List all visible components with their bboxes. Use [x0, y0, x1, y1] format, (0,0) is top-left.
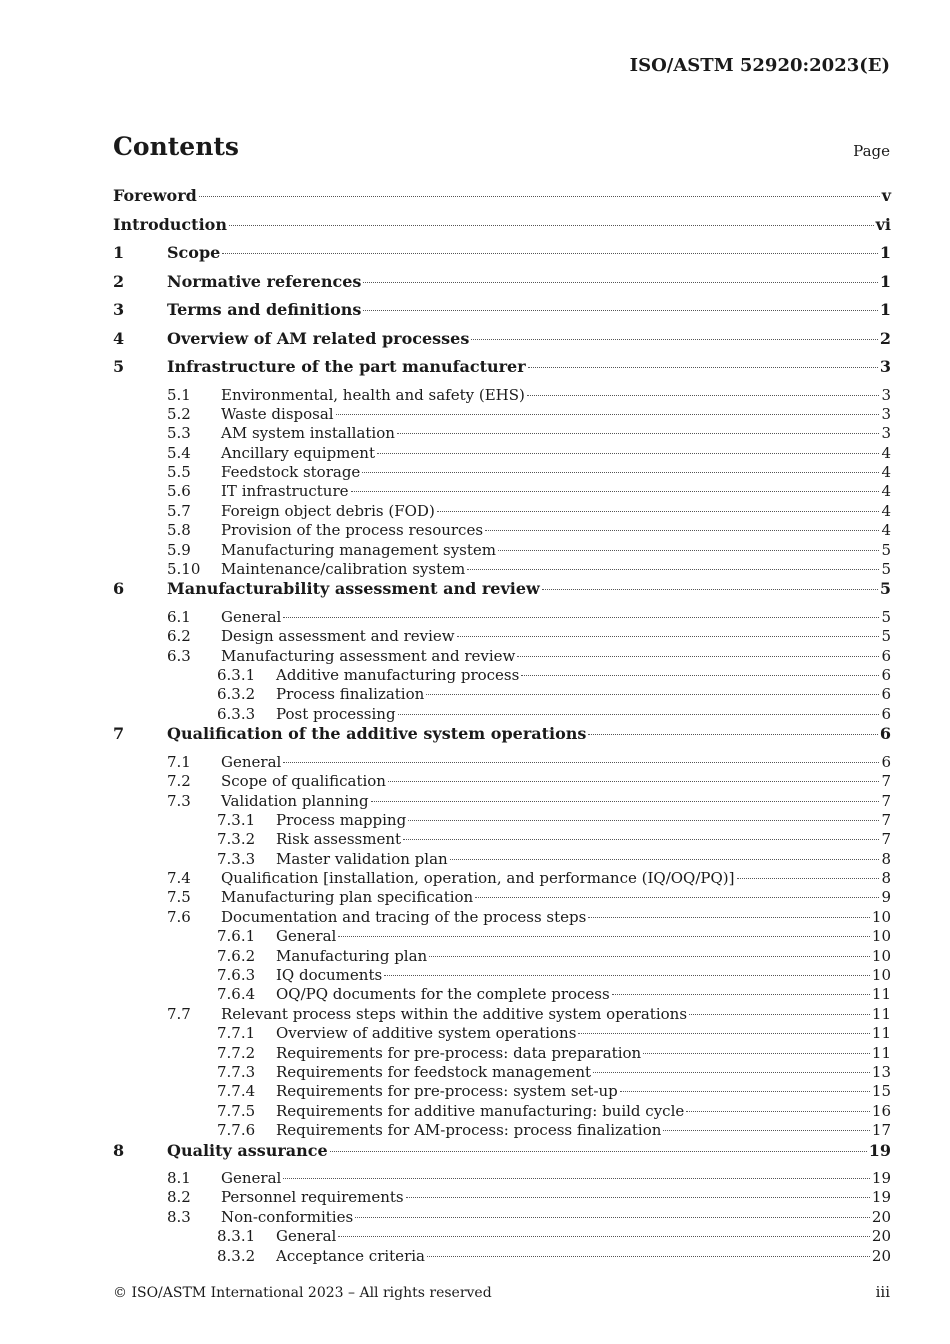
toc-entry-number: 6 [113, 579, 125, 599]
toc-entry-title: Quality assurance [167, 1140, 328, 1160]
dot-leader [351, 491, 880, 492]
toc-entry-number: 8.1 [167, 1169, 191, 1188]
toc-entry[interactable] [113, 772, 891, 791]
toc-entry[interactable] [113, 947, 891, 966]
toc-entry-number: 7.3 [167, 791, 191, 810]
toc-entry-page: 20 [871, 1227, 891, 1246]
toc-entry-number: 7.7.2 [217, 1043, 256, 1062]
toc-entry-title: Process finalization [276, 685, 425, 704]
toc-entry-page: 3 [881, 404, 891, 423]
dot-leader [426, 694, 879, 695]
toc-entry-number: 5.4 [167, 443, 191, 462]
toc-entry[interactable] [113, 869, 891, 888]
toc-entry-page: 6 [881, 752, 891, 771]
toc-entry-page: 1 [879, 271, 891, 291]
toc-entry-title: General [276, 1227, 337, 1246]
toc-entry-title: General [221, 1169, 282, 1188]
toc-entry-number: 6.2 [167, 627, 191, 646]
toc-entry-number: 7.6.3 [217, 966, 256, 985]
toc-entry-page: 1 [879, 243, 891, 262]
toc-entry-number: 7.6.1 [217, 927, 256, 946]
toc-entry-page: 5 [881, 540, 891, 559]
toc-entry-title: Requirements for additive manufacturing: build cycle [276, 1101, 685, 1120]
toc-entry-number: 7.7.5 [217, 1101, 256, 1120]
toc-entry-page: 19 [868, 1140, 891, 1160]
dot-leader [355, 1217, 870, 1218]
toc-entry-number: 6.3.1 [217, 666, 256, 685]
toc-entry-title: Requirements for AM-process: process finalization [276, 1121, 662, 1140]
toc-entry-number: 7.3.2 [217, 830, 256, 849]
toc-entry[interactable] [113, 386, 891, 405]
toc-entry-title: Requirements for pre-process: data preparation [276, 1043, 642, 1062]
table-of-contents [113, 186, 891, 1266]
toc-entry-number: 8.3.1 [217, 1227, 256, 1246]
dot-leader [363, 310, 877, 311]
toc-entry-page: 15 [871, 1082, 891, 1101]
toc-entry-number: 2 [113, 271, 125, 291]
dot-leader [283, 762, 879, 763]
toc-entry[interactable] [113, 300, 891, 329]
toc-entry-title: Manufacturing plan [276, 946, 428, 965]
toc-entry-title: Manufacturing plan specification [221, 888, 474, 907]
toc-entry-number: 5 [113, 357, 125, 376]
toc-entry[interactable] [113, 1024, 891, 1043]
toc-entry[interactable] [113, 811, 891, 830]
toc-entry-title: Master validation plan [276, 849, 448, 868]
dot-leader [498, 550, 879, 551]
toc-entry-page: 1 [879, 300, 891, 319]
toc-entry-title: Normative references [167, 271, 362, 291]
toc-entry-title: Overview of additive system operations [276, 1024, 577, 1043]
toc-entry-page: 4 [881, 443, 891, 462]
toc-entry-title: Introduction [113, 214, 227, 234]
toc-entry[interactable] [113, 927, 891, 946]
document-id: ISO/ASTM 52920:2023(E) [629, 55, 890, 76]
toc-entry-number: 7.7.3 [217, 1063, 256, 1081]
dot-leader [686, 1111, 870, 1112]
toc-entry-title: Manufacturability assessment and review [167, 579, 540, 599]
dot-leader [330, 1151, 867, 1152]
dot-leader [384, 975, 870, 976]
toc-entry-page: v [881, 186, 891, 205]
toc-entry[interactable] [113, 1082, 891, 1101]
toc-entry[interactable] [113, 608, 891, 627]
toc-entry-title: Overview of AM related processes [167, 328, 470, 348]
dot-leader [377, 453, 879, 454]
dot-leader [388, 781, 879, 782]
toc-entry-title: Validation planning [221, 791, 369, 810]
toc-entry-number: 7.7 [167, 1004, 191, 1023]
dot-leader [527, 395, 880, 396]
toc-entry-title: Additive manufacturing process [276, 666, 520, 685]
toc-entry-page: 6 [881, 685, 891, 704]
toc-entry[interactable] [113, 541, 891, 560]
toc-entry-title: Scope of qualification [221, 772, 386, 791]
toc-entry-page: 11 [871, 1004, 891, 1023]
toc-entry[interactable] [113, 444, 891, 463]
dot-leader [199, 196, 880, 197]
dot-leader [450, 859, 880, 860]
toc-entry-page: 6 [881, 666, 891, 685]
toc-entry-title: Post processing [276, 704, 396, 723]
dot-leader [338, 1236, 870, 1237]
dot-leader [283, 617, 879, 618]
toc-entry-title: Process mapping [276, 810, 407, 829]
toc-entry-page: 10 [871, 946, 891, 965]
toc-entry-number: 8.3 [167, 1207, 191, 1226]
dot-leader [397, 433, 880, 434]
toc-entry-page: 10 [871, 927, 891, 946]
toc-entry[interactable] [113, 1063, 891, 1082]
toc-entry-number: 7.2 [167, 772, 191, 791]
toc-entry[interactable] [113, 502, 891, 521]
dot-leader [517, 656, 879, 657]
toc-entry-page: 4 [881, 463, 891, 482]
toc-entry[interactable] [113, 215, 891, 244]
toc-entry-page: 6 [881, 646, 891, 665]
toc-entry-title: Foreword [113, 186, 197, 205]
toc-entry-page: 16 [871, 1101, 891, 1120]
toc-entry-page: 7 [881, 791, 891, 810]
toc-entry-page: 6 [879, 724, 891, 744]
toc-entry-number: 7 [113, 724, 125, 744]
toc-entry-number: 6.3.2 [217, 685, 256, 704]
toc-entry-title: Qualification [installation, operation, and performance (IQ/OQ/PQ)] [221, 869, 735, 888]
dot-leader [406, 1197, 870, 1198]
toc-entry-page: 4 [881, 521, 891, 540]
toc-entry-page: 5 [879, 579, 891, 599]
toc-entry-number: 7.6 [167, 907, 191, 926]
toc-entry-title: Documentation and tracing of the process steps [221, 907, 587, 926]
toc-entry-title: Provision of the process resources [221, 521, 484, 540]
dot-leader [588, 917, 870, 918]
toc-entry-number: 7.3.1 [217, 810, 256, 829]
toc-entry-title: Manufacturing management system [221, 540, 497, 559]
toc-entry-page: 11 [871, 1024, 891, 1043]
toc-entry-number: 7.7.6 [217, 1121, 256, 1140]
toc-entry-number: 5.10 [167, 560, 201, 579]
toc-entry[interactable] [113, 243, 891, 272]
toc-entry-page: 3 [881, 424, 891, 443]
toc-entry[interactable] [113, 1102, 891, 1121]
toc-entry-page: 3 [881, 385, 891, 404]
toc-entry[interactable] [113, 1005, 891, 1024]
toc-entry-title: Foreign object debris (FOD) [221, 501, 435, 520]
toc-entry-page: 13 [871, 1063, 891, 1081]
toc-entry-title: Terms and definitions [167, 300, 362, 319]
page-column-label: Page [853, 142, 890, 160]
toc-entry[interactable] [113, 186, 891, 215]
page-title: Contents [113, 132, 240, 161]
toc-entry-number: 8.3.2 [217, 1246, 256, 1265]
dot-leader [542, 589, 878, 590]
dot-leader [663, 1130, 869, 1131]
toc-entry-page: 2 [879, 328, 891, 348]
dot-leader [475, 897, 879, 898]
toc-entry-page: 6 [881, 704, 891, 723]
toc-entry-page: 5 [881, 607, 891, 626]
dot-leader [467, 569, 879, 570]
toc-entry-page: 11 [871, 1043, 891, 1062]
toc-entry-title: OQ/PQ documents for the complete process [276, 985, 610, 1004]
toc-entry[interactable] [113, 1188, 891, 1207]
toc-entry-title: Requirements for pre-process: system set-up [276, 1082, 618, 1101]
toc-entry-title: General [221, 752, 282, 771]
toc-entry-title: IQ documents [276, 966, 383, 985]
toc-entry-title: Personnel requirements [221, 1188, 404, 1207]
toc-entry-page: 20 [871, 1207, 891, 1226]
toc-entry-page: 4 [881, 482, 891, 501]
toc-entry-number: 7.5 [167, 888, 191, 907]
toc-entry[interactable] [113, 627, 891, 646]
toc-entry-title: Ancillary equipment [221, 443, 375, 462]
dot-leader [588, 734, 877, 735]
toc-entry-number: 7.3.3 [217, 849, 256, 868]
toc-entry-number: 4 [113, 328, 125, 348]
toc-entry-number: 7.6.4 [217, 985, 256, 1004]
toc-entry-number: 6.3 [167, 646, 191, 665]
toc-entry-title: Risk assessment [276, 830, 402, 849]
toc-entry-page: 8 [881, 849, 891, 868]
toc-entry-page: 4 [881, 501, 891, 520]
toc-entry[interactable] [113, 966, 891, 985]
toc-entry-page: 19 [871, 1188, 891, 1207]
toc-entry[interactable] [113, 985, 891, 1004]
dot-leader [398, 714, 880, 715]
toc-entry-title: Relevant process steps within the additive system operations [221, 1004, 688, 1023]
dot-leader [689, 1014, 870, 1015]
copyright-notice: © ISO/ASTM International 2023 – All rights reserved [113, 1285, 492, 1301]
dot-leader [408, 820, 879, 821]
toc-entry-title: AM system installation [221, 424, 395, 443]
toc-entry-number: 7.4 [167, 869, 191, 888]
toc-entry[interactable] [113, 463, 891, 482]
toc-entry-title: Scope [167, 243, 221, 262]
toc-entry-number: 5.7 [167, 501, 191, 520]
dot-leader [620, 1091, 870, 1092]
toc-entry-number: 5.1 [167, 385, 191, 404]
toc-entry-number: 6.3.3 [217, 704, 256, 723]
toc-entry-title: Qualification of the additive system operations [167, 724, 587, 744]
toc-entry[interactable] [113, 579, 891, 608]
dot-leader [521, 675, 879, 676]
toc-entry-number: 6.1 [167, 607, 191, 626]
toc-entry-page: vi [875, 214, 891, 234]
toc-entry[interactable] [113, 329, 891, 358]
dot-leader [737, 878, 880, 879]
toc-entry-title: Infrastructure of the part manufacturer [167, 357, 526, 376]
toc-entry-page: 17 [871, 1121, 891, 1140]
toc-entry-title: Requirements for feedstock management [276, 1063, 592, 1081]
toc-entry[interactable] [113, 724, 891, 753]
toc-entry[interactable] [113, 405, 891, 424]
toc-entry[interactable] [113, 482, 891, 501]
toc-entry[interactable] [113, 1208, 891, 1227]
toc-entry[interactable] [113, 830, 891, 849]
toc-entry[interactable] [113, 705, 891, 724]
toc-entry[interactable] [113, 1169, 891, 1188]
dot-leader [612, 994, 870, 995]
page-number: iii [875, 1283, 890, 1301]
toc-entry-title: General [221, 607, 282, 626]
toc-entry[interactable] [113, 560, 891, 579]
dot-leader [437, 511, 880, 512]
dot-leader [643, 1053, 870, 1054]
toc-entry-number: 7.1 [167, 752, 191, 771]
toc-entry-page: 9 [881, 888, 891, 907]
dot-leader [229, 225, 874, 226]
dot-leader [471, 339, 878, 340]
toc-entry[interactable] [113, 850, 891, 869]
dot-leader [578, 1033, 869, 1034]
toc-entry-page: 7 [881, 810, 891, 829]
dot-leader [427, 1256, 870, 1257]
toc-entry-title: General [276, 927, 337, 946]
toc-entry-page: 7 [881, 772, 891, 791]
toc-entry[interactable] [113, 647, 891, 666]
toc-entry-page: 8 [881, 869, 891, 888]
toc-entry[interactable] [113, 521, 891, 540]
toc-entry-page: 20 [871, 1246, 891, 1265]
toc-entry-number: 5.6 [167, 482, 191, 501]
toc-entry-title: Design assessment and review [221, 627, 455, 646]
dot-leader [362, 472, 879, 473]
dot-leader [363, 282, 877, 283]
toc-entry[interactable] [113, 685, 891, 704]
toc-entry[interactable] [113, 1247, 891, 1266]
toc-entry-number: 3 [113, 300, 125, 319]
dot-leader [338, 936, 870, 937]
toc-entry-number: 5.8 [167, 521, 191, 540]
toc-entry-number: 5.3 [167, 424, 191, 443]
toc-entry-title: Feedstock storage [221, 463, 361, 482]
toc-entry[interactable] [113, 792, 891, 811]
toc-entry[interactable] [113, 1141, 891, 1170]
toc-entry-page: 3 [879, 357, 891, 376]
toc-entry-title: Environmental, health and safety (EHS) [221, 385, 525, 404]
dot-leader [593, 1072, 870, 1073]
toc-entry-number: 5.9 [167, 540, 191, 559]
dot-leader [336, 414, 880, 415]
dot-leader [528, 367, 878, 368]
dot-leader [403, 839, 879, 840]
toc-entry-number: 7.7.1 [217, 1024, 256, 1043]
toc-entry[interactable] [113, 1121, 891, 1140]
toc-entry[interactable] [113, 1227, 891, 1246]
toc-entry[interactable] [113, 424, 891, 443]
toc-entry-title: Maintenance/calibration system [221, 560, 466, 579]
toc-entry[interactable] [113, 908, 891, 927]
dot-leader [485, 530, 879, 531]
toc-entry-page: 10 [871, 907, 891, 926]
toc-entry-number: 7.7.4 [217, 1082, 256, 1101]
toc-entry[interactable] [113, 753, 891, 772]
toc-entry-number: 7.6.2 [217, 946, 256, 965]
toc-entry-number: 5.2 [167, 404, 191, 423]
toc-entry[interactable] [113, 272, 891, 301]
toc-entry[interactable] [113, 1044, 891, 1063]
toc-entry-page: 7 [881, 830, 891, 849]
toc-entry-title: Non-conformities [221, 1207, 354, 1226]
toc-entry-title: Acceptance criteria [276, 1246, 425, 1265]
toc-entry-number: 5.5 [167, 463, 191, 482]
toc-entry-page: 5 [881, 627, 891, 646]
dot-leader [457, 636, 880, 637]
toc-entry-page: 5 [881, 560, 891, 579]
toc-entry[interactable] [113, 666, 891, 685]
toc-entry[interactable] [113, 357, 891, 386]
dot-leader [222, 253, 878, 254]
dot-leader [371, 801, 880, 802]
toc-entry-page: 11 [871, 985, 891, 1004]
dot-leader [429, 956, 870, 957]
toc-entry[interactable] [113, 888, 891, 907]
toc-entry-title: Waste disposal [221, 404, 334, 423]
toc-entry-title: Manufacturing assessment and review [221, 646, 516, 665]
toc-entry-number: 8 [113, 1140, 125, 1160]
toc-entry-page: 19 [871, 1169, 891, 1188]
toc-entry-page: 10 [871, 966, 891, 985]
dot-leader [283, 1178, 870, 1179]
toc-entry-title: IT infrastructure [221, 482, 349, 501]
toc-entry-number: 8.2 [167, 1188, 191, 1207]
toc-entry-number: 1 [113, 243, 125, 262]
